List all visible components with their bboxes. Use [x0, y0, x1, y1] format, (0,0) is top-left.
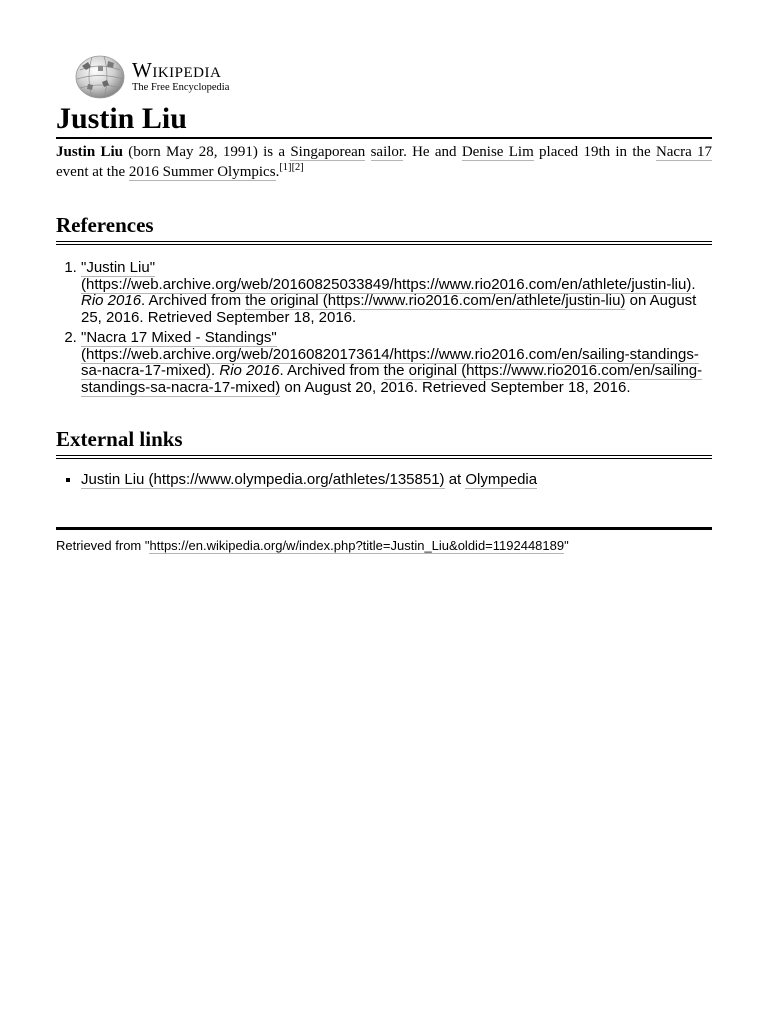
reference-text: .: [691, 275, 696, 293]
article-page: [56, 50, 712, 554]
retrieved-url-link[interactable]: https://en.wikipedia.org/w/index.php?title=Justin_Liu&oldid=1192448189: [149, 537, 565, 553]
olympedia-profile-link[interactable]: Justin Liu (https://www.olympedia.org/athletes/135851): [81, 471, 445, 488]
reference-work: Rio 2016: [219, 362, 280, 379]
reference-text: on August 25, 2016. Retrieved September 18, 2016.: [81, 292, 697, 326]
link-nacra-17[interactable]: Nacra 17: [655, 144, 713, 160]
reference-text: . Archived from: [141, 292, 246, 309]
reference-text: .: [211, 362, 220, 379]
reference-original-link[interactable]: the original (https://www.rio2016.com/en/athlete/justin-liu): [245, 292, 626, 309]
lead-text: . He and: [403, 144, 462, 160]
link-denise-lim[interactable]: Denise Lim: [461, 144, 534, 160]
references-section: [56, 212, 712, 396]
reference-text: . Archived from: [279, 362, 384, 379]
link-2016-summer-olympics[interactable]: 2016 Summer Olympics: [128, 164, 276, 180]
lead-text: (born May 28, 1991) is a: [122, 144, 291, 160]
external-links-list: [56, 472, 712, 489]
external-links-section: [56, 426, 712, 489]
site-logo[interactable]: [74, 50, 712, 102]
lead-text: event at the: [56, 164, 129, 180]
references-heading: References: [56, 212, 712, 245]
retrieved-from-footer: [56, 527, 712, 554]
lead-subject: Justin Liu: [56, 144, 123, 160]
references-list: [56, 260, 712, 396]
external-links-heading: External links: [56, 426, 712, 459]
lead-text: placed 19th in the: [533, 144, 656, 160]
wordmark-title: Wikipedia: [132, 57, 222, 82]
footer-prefix: Retrieved from ": [56, 537, 150, 553]
reference-original-link[interactable]: the original (https://www.rio2016.com/en/sailing-standings-sa-nacra-17-mixed): [81, 362, 703, 396]
external-link-item: [81, 472, 712, 489]
lead-text: .: [275, 164, 280, 180]
footer-suffix: ": [564, 537, 569, 553]
reference-link[interactable]: "Nacra 17 Mixed - Standings" (https://web.archive.org/web/20160820173614/https://www.rio2016.com/en/sailing-standings-sa-nacra-17-mixed): [81, 329, 699, 379]
link-sailor[interactable]: sailor: [370, 144, 404, 160]
reference-text: on August 20, 2016. Retrieved September 18, 2016.: [280, 378, 631, 396]
wordmark-tagline: The Free Encyclopedia: [132, 81, 230, 93]
reference-link[interactable]: "Justin Liu" (https://web.archive.org/web/20160825033849/https://www.rio2016.com/en/athlete/justin-liu): [81, 259, 692, 293]
reference-item: [81, 330, 712, 396]
page-title: Justin Liu: [56, 102, 712, 139]
citation-2[interactable]: [2]: [291, 162, 304, 173]
lead-paragraph: [56, 142, 712, 182]
reference-work: Rio 2016: [81, 292, 142, 309]
reference-item: [81, 260, 712, 326]
external-link-text: at: [444, 471, 466, 488]
lead-text: [365, 144, 370, 160]
wikipedia-globe-icon: [74, 52, 126, 100]
link-singaporean[interactable]: Singaporean: [290, 144, 366, 160]
olympedia-site-link[interactable]: Olympedia: [465, 471, 538, 488]
citation-1[interactable]: [1]: [279, 162, 292, 173]
wordmark: [132, 59, 229, 94]
